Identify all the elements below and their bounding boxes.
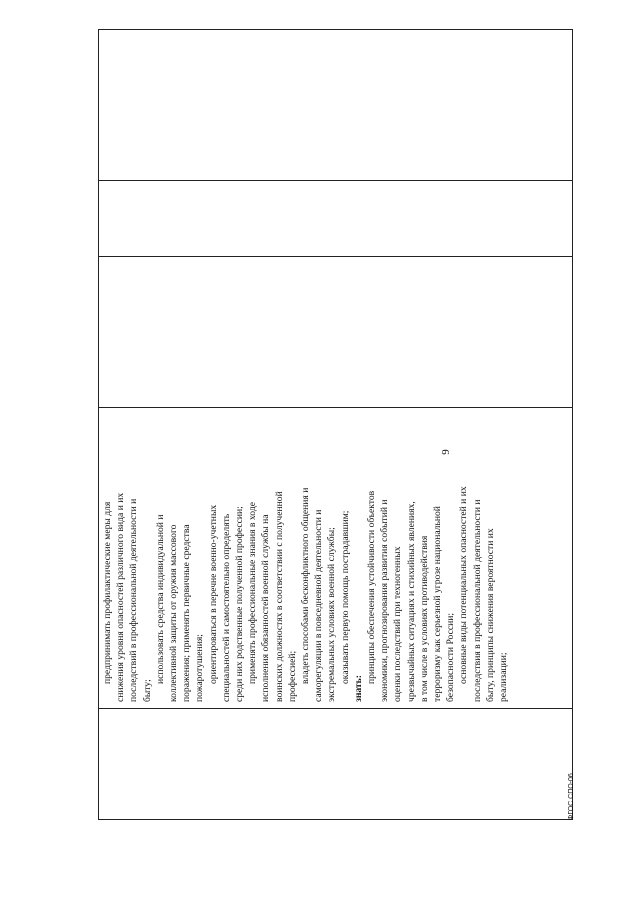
text-line: специальностей и самостоятельно определять — [220, 513, 232, 702]
text-line: снижения уровня опасностей различного вида и их — [115, 492, 127, 702]
text-line: последствий в профессиональной деятельности и — [128, 498, 140, 702]
text-line: профессией; — [286, 650, 298, 702]
text-line: основные виды потенциальных опасностей и их — [458, 486, 470, 684]
table-cell-requirements — [99, 408, 573, 709]
text-line: безопасности России; — [445, 612, 457, 702]
text-line: пожаротушения; — [194, 634, 206, 702]
text-line: в том числе в условиях противодействия — [418, 535, 430, 702]
table-cell-code — [99, 709, 573, 820]
rotated-content — [98, 40, 573, 820]
text-line: экстремальных условиях военной службы; — [326, 527, 338, 702]
page-number: 9 — [439, 449, 452, 455]
text-line: оказывать первую помощь пострадавшим; — [339, 510, 351, 684]
text-line: саморегуляции в повседневной деятельности и — [313, 509, 325, 702]
text-line: использовать средства индивидуальной и — [154, 514, 166, 684]
text-line: поражения; применять первичные средства — [181, 524, 193, 702]
text-line: чрезвычайных ситуациях и стихийных явлениях, — [405, 501, 417, 702]
text-line: принципы обеспечения устойчивости объектов — [366, 490, 378, 684]
text-line: быту; — [141, 679, 153, 702]
text-line: исполнения обязанностей военной службы на — [260, 514, 272, 702]
text-line: оценки последствий при техногенных — [392, 546, 404, 702]
text-line: коллективной защиты от оружия массового — [168, 524, 180, 702]
text-line: реализации; — [498, 652, 510, 702]
text-line: применять профессиональные знания в ходе — [247, 502, 259, 684]
standards-table — [98, 29, 573, 820]
text-line: ориентироваться в перечне военно-учетных — [207, 504, 219, 684]
text-line: экономики, прогнозирования развития событий и — [379, 499, 391, 702]
text-line: быту, принципы снижения вероятности их — [484, 528, 496, 702]
text-line: владеть способами бесконфликтного общения и — [300, 487, 312, 684]
section-heading-know: знать: — [352, 675, 364, 702]
table-cell-empty — [99, 181, 573, 257]
text-line: терроризму как серьезной угрозе национальной — [432, 506, 444, 702]
table-cell-empty — [99, 30, 573, 181]
landscape-table-wrapper — [98, 40, 573, 820]
text-line: предпринимать профилактические меры для — [102, 501, 113, 684]
text-line: среди них родственные полученной профессии; — [234, 506, 246, 702]
text-line: воинских должностях в соответствии с полученной — [273, 491, 285, 702]
table-cell-empty — [99, 257, 573, 408]
table-row — [99, 30, 573, 820]
text-line: последствия в профессиональной деятельности и — [471, 499, 483, 702]
footer-label: ФГОС СПО-06 — [568, 773, 575, 820]
